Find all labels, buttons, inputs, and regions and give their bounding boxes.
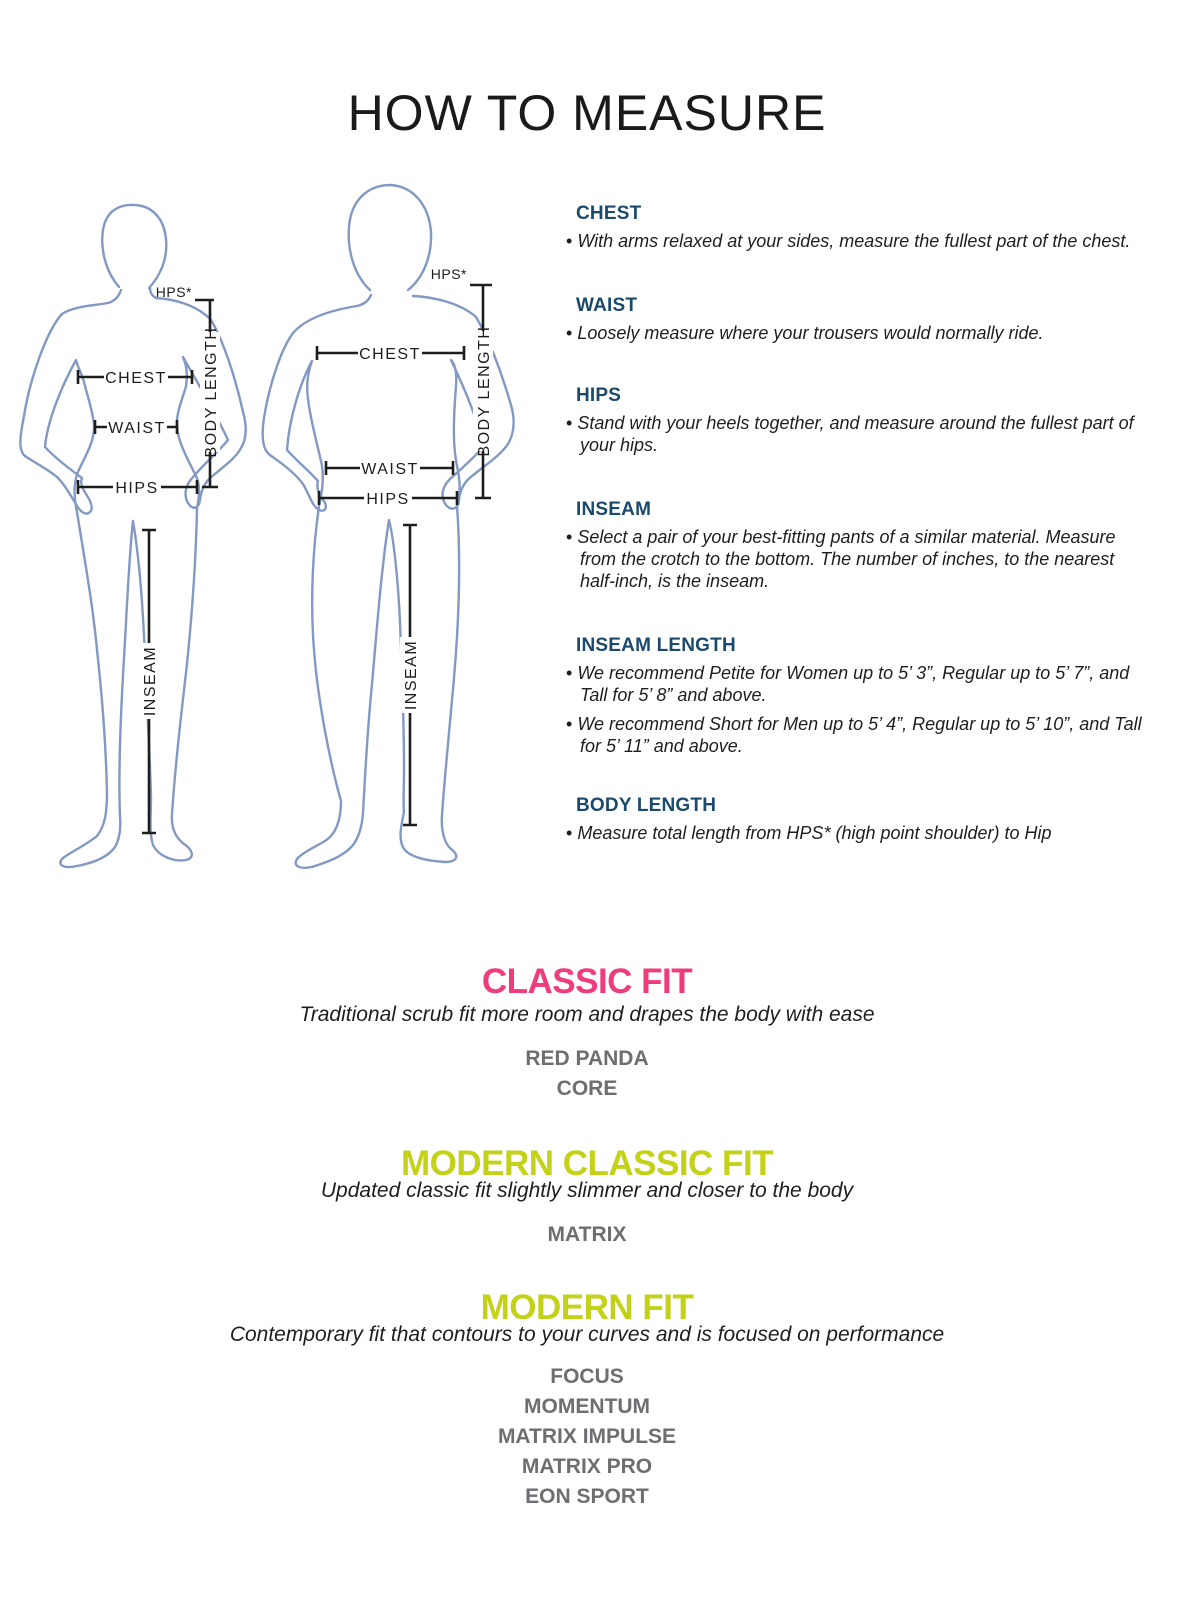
section-body-length-heading: BODY LENGTH xyxy=(576,795,717,816)
female-hips-label: HIPS xyxy=(115,480,159,497)
female-chest-label: CHEST xyxy=(105,370,167,387)
male-chest-label: CHEST xyxy=(359,346,421,363)
product-name: CORE xyxy=(556,1077,618,1100)
product-name: MOMENTUM xyxy=(524,1395,650,1418)
male-hps-label: HPS* xyxy=(430,266,467,282)
bullet-marker: • xyxy=(566,714,573,734)
male-inseam-label: INSEAM xyxy=(403,639,420,711)
bullet-marker: • xyxy=(566,231,573,251)
male-figure-outline xyxy=(263,185,514,868)
male-waist-label: WAIST xyxy=(361,461,419,478)
measurement-diagram xyxy=(0,150,560,890)
female-measurement-annotations xyxy=(78,284,220,833)
section-waist xyxy=(563,295,1148,351)
modern-classic-fit-heading: MODERN CLASSIC FIT xyxy=(400,1144,774,1183)
section-inseam-length-bullet-1 xyxy=(563,662,1148,706)
modern-classic-fit-products xyxy=(0,1220,1174,1250)
section-chest-bullet xyxy=(563,230,1148,252)
section-inseam-bullet xyxy=(563,526,1148,592)
section-inseam xyxy=(563,499,1148,599)
section-hips-heading: HIPS xyxy=(576,385,622,406)
product-name: MATRIX PRO xyxy=(521,1455,653,1478)
section-body-length-bullet xyxy=(563,822,1148,844)
bullet-text: Measure total length from HPS* (high point shoulder) to Hip xyxy=(577,823,1052,843)
bullet-marker: • xyxy=(566,527,573,547)
male-head-outline xyxy=(349,185,431,290)
section-chest-heading: CHEST xyxy=(576,203,642,224)
section-inseam-heading: INSEAM xyxy=(576,499,652,520)
product-name: MATRIX IMPULSE xyxy=(497,1425,677,1448)
bullet-text: Stand with your heels together, and measure around the fullest part of your hips. xyxy=(577,413,1134,455)
male-measurement-annotations xyxy=(317,266,493,825)
product-name: MATRIX xyxy=(547,1223,627,1246)
section-body-length xyxy=(563,795,1148,851)
bullet-marker: • xyxy=(566,663,573,683)
product-name: EON SPORT xyxy=(525,1485,649,1508)
bullet-text: We recommend Short for Men up to 5’ 4”, Regular up to 5’ 10”, and Tall for 5’ 11” and above. xyxy=(577,714,1142,756)
modern-fit-description: Contemporary fit that contours to your curves and is focused on performance xyxy=(229,1323,945,1346)
section-inseam-length-heading: INSEAM LENGTH xyxy=(576,635,736,656)
bullet-marker: • xyxy=(566,413,573,433)
product-name: RED PANDA xyxy=(525,1047,649,1070)
male-body-length-label: BODY LENGTH xyxy=(476,325,493,457)
section-waist-heading: WAIST xyxy=(576,295,638,316)
male-hips-label: HIPS xyxy=(366,491,410,508)
female-waist-label: WAIST xyxy=(108,420,166,437)
section-inseam-length-bullet-2 xyxy=(563,713,1148,757)
bullet-marker: • xyxy=(566,323,573,343)
female-inseam-label: INSEAM xyxy=(142,645,159,717)
bullet-text: Select a pair of your best-fitting pants of a similar material. Measure from the crotch to the bottom. The number of inches, to the nearest half-inch, is the inseam. xyxy=(577,527,1116,591)
modern-classic-fit-description: Updated classic fit slightly slimmer and closer to the body xyxy=(320,1179,854,1202)
female-figure-outline xyxy=(20,205,245,867)
section-waist-bullet xyxy=(563,322,1148,344)
section-hips-bullet xyxy=(563,412,1148,456)
female-body-length-label: BODY LENGTH xyxy=(203,326,220,458)
section-hips xyxy=(563,385,1148,463)
modern-fit-heading: MODERN FIT xyxy=(480,1288,694,1327)
product-name: FOCUS xyxy=(550,1365,624,1388)
bullet-text: Loosely measure where your trousers would normally ride. xyxy=(577,323,1044,343)
female-hps-label: HPS* xyxy=(155,284,192,300)
female-head-outline xyxy=(102,205,166,288)
section-inseam-length xyxy=(563,635,1148,764)
classic-fit-products xyxy=(0,1044,1174,1104)
section-chest xyxy=(563,203,1148,259)
page-title: HOW TO MEASURE xyxy=(347,84,827,141)
bullet-marker: • xyxy=(566,823,573,843)
bullet-text: With arms relaxed at your sides, measure the fullest part of the chest. xyxy=(577,231,1131,251)
classic-fit-heading: CLASSIC FIT xyxy=(481,962,693,1001)
classic-fit-description: Traditional scrub fit more room and drapes the body with ease xyxy=(299,1003,875,1026)
modern-fit-products xyxy=(0,1362,1174,1512)
bullet-text: We recommend Petite for Women up to 5’ 3”, Regular up to 5’ 7”, and Tall for 5’ 8” and above. xyxy=(577,663,1130,705)
